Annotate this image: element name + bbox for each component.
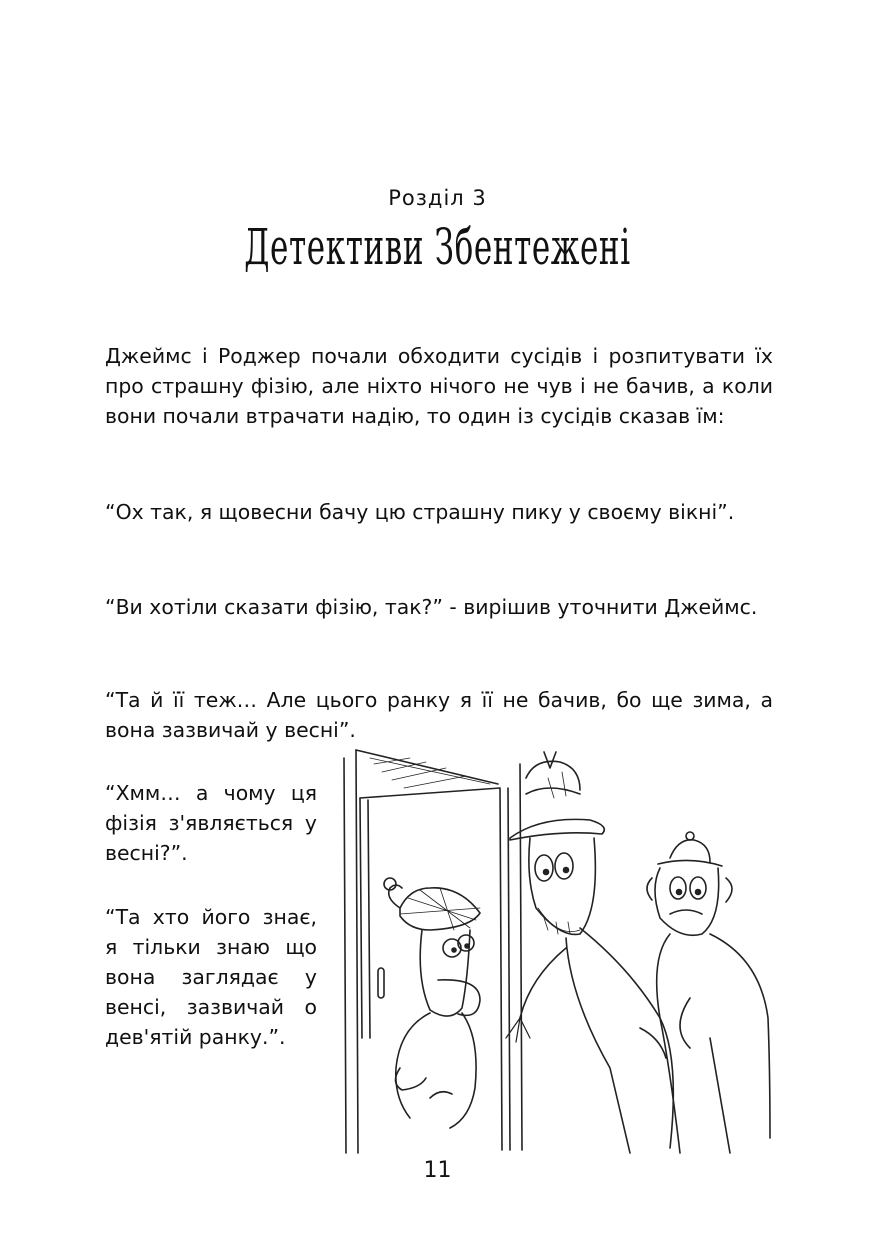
chapter-label: Розділ 3 bbox=[388, 186, 487, 210]
paragraph-5: “Хмм… а чому ця фізія з'являється у весні?”. bbox=[105, 781, 317, 865]
door-illustration bbox=[344, 750, 522, 1153]
paragraph-4: “Та й її теж… Але цього ранку я її не бачив, бо ще зима, а вона зазвичай у весні”. bbox=[105, 688, 773, 742]
doorway-illustration bbox=[330, 738, 800, 1158]
jester-character-illustration bbox=[384, 878, 480, 1128]
tall-character-illustration bbox=[506, 752, 673, 1153]
chapter-title: Детективи Збентежені bbox=[244, 218, 631, 276]
paragraph-3: “Ви хотіли сказати фізію, так?” - вирішив уточнити Джеймс. bbox=[105, 595, 758, 619]
bowler-character-illustration bbox=[647, 832, 770, 1153]
paragraph-6: “Та хто його знає, я тільки знаю що вона заглядає у венсі, зазвичай о дев'ятій ранку.”. bbox=[105, 905, 317, 1049]
paragraph-2: “Ох так, я щовесни бачу цю страшну пику у своєму вікні”. bbox=[105, 500, 735, 524]
paragraph-1: Джеймс і Роджер почали обходити сусідів і розпитувати їх про страшну фізію, але ніхто нічого не чув і не бачив, а коли вони почали втрачати надію, то один із сусідів сказав їм: bbox=[105, 344, 773, 428]
page-number: 11 bbox=[423, 1158, 452, 1183]
